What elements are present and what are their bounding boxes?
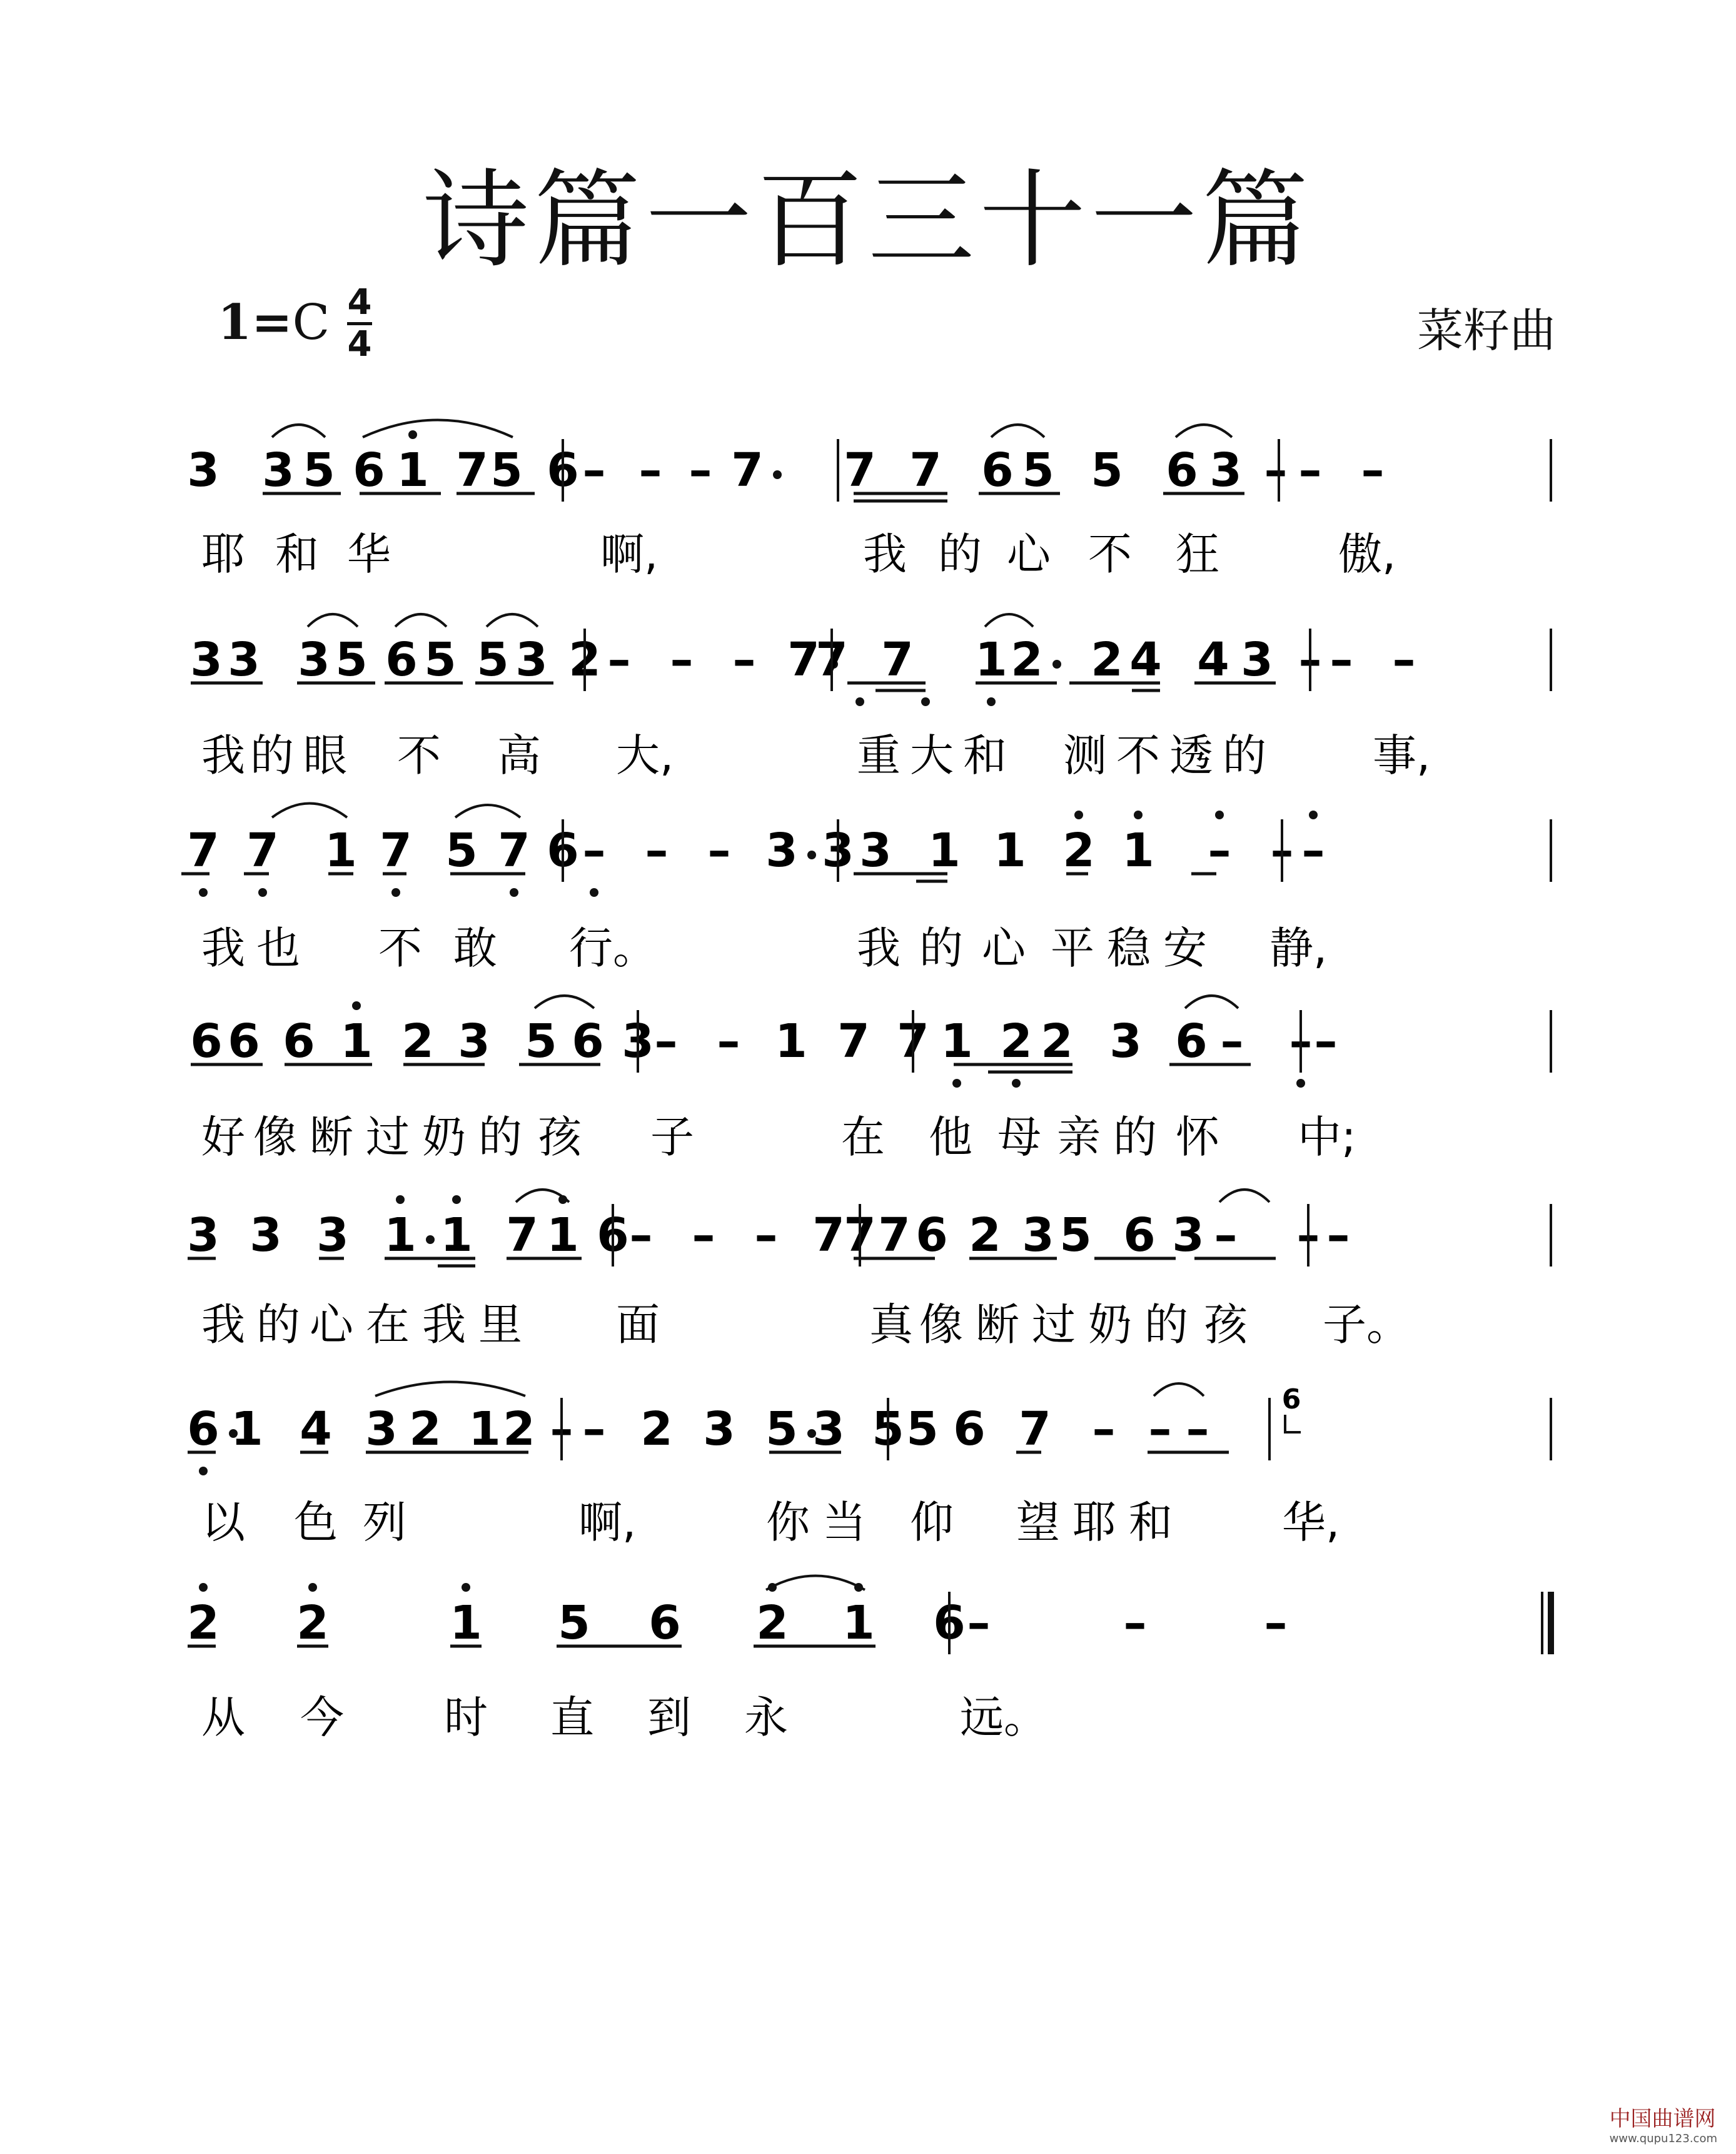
note-5: 5 [1059, 1208, 1092, 1262]
high-octave-dot [352, 1001, 361, 1010]
note-3: 3 [458, 1014, 490, 1068]
lyric-syllable: 我 [201, 730, 245, 781]
site-watermark [1610, 2101, 1717, 2145]
note-2: 2 [1062, 824, 1095, 877]
note-1: 1 [340, 1014, 373, 1068]
slur [455, 805, 520, 817]
slur [1154, 1383, 1204, 1396]
lyric-syllable: 孩 [1204, 1299, 1248, 1350]
lyric-syllable: 中; [1298, 1111, 1356, 1163]
slur [375, 1382, 525, 1397]
note-1: 1 [975, 633, 1007, 687]
low-octave-dot [391, 888, 400, 897]
lyric-syllable: 的 [938, 528, 982, 580]
slur [1219, 1190, 1269, 1202]
slur [308, 614, 358, 627]
key-prefix: 1= [218, 294, 293, 351]
augmentation-dot [426, 1235, 435, 1244]
note-5: 5 [1091, 443, 1123, 497]
lyric-syllable: 和 [275, 528, 319, 580]
sustain-dash: – [1361, 443, 1385, 497]
lyric-syllable: 奶 [422, 1111, 466, 1163]
lyric-syllable: 耶 [201, 528, 245, 580]
note-6: 6 [981, 443, 1014, 497]
watermark-site: 中国曲谱网 [1609, 2106, 1716, 2131]
lyric-syllable: 华 [347, 528, 391, 580]
lyric-syllable: 远。 [960, 1692, 1047, 1743]
note-2: 2 [296, 1596, 329, 1650]
note-3: 3 [822, 824, 854, 877]
sustain-dash: – [645, 824, 669, 877]
watermark-url: www.qupu123.com [1609, 2132, 1717, 2145]
note-3: 3 [250, 1208, 282, 1262]
note-5: 5 [477, 633, 509, 687]
note-3: 3 [298, 633, 330, 687]
sustain-dash: – [1301, 824, 1325, 877]
slur [395, 614, 447, 627]
note-3: 3 [365, 1402, 398, 1456]
lyric-syllable: 啊, [600, 528, 659, 580]
note-7: 7 [897, 1014, 929, 1068]
note-1: 1 [547, 1208, 579, 1262]
note-7: 7 [506, 1208, 538, 1262]
lyric-syllable: 测 [1063, 730, 1107, 781]
note-1: 1 [994, 824, 1026, 877]
lyric-syllable: 透 [1169, 730, 1213, 781]
lyric-syllable: 列 [363, 1497, 406, 1548]
augmentation-dot [773, 470, 782, 479]
note-2: 2 [1000, 1014, 1032, 1068]
lyric-syllable: 里 [478, 1299, 522, 1350]
note-5: 5 [303, 443, 335, 497]
note-7: 7 [456, 443, 488, 497]
note-7: 7 [498, 824, 530, 877]
sustain-dash: – [550, 1402, 573, 1456]
note-5: 5 [906, 1402, 939, 1456]
low-octave-dot [1296, 1079, 1305, 1088]
lyric-syllable: 子。 [1323, 1299, 1410, 1350]
low-octave-dot [199, 1467, 208, 1475]
sustain-dash: – [689, 443, 712, 497]
grace-note: 6 [1281, 1383, 1301, 1415]
sustain-dash: – [1326, 1208, 1350, 1262]
note-1: 1 [1122, 824, 1154, 877]
sustain-dash: – [732, 633, 756, 687]
lyric-syllable: 我 [201, 923, 245, 974]
note-2: 2 [401, 1014, 434, 1068]
lyric-syllable: 在 [841, 1111, 885, 1163]
note-6: 6 [916, 1208, 948, 1262]
lyric-syllable: 断 [976, 1299, 1019, 1350]
note-6: 6 [1175, 1014, 1208, 1068]
note-7: 7 [787, 633, 820, 687]
note-6: 6 [597, 1208, 629, 1262]
note-2: 2 [756, 1596, 789, 1650]
note-3: 3 [515, 633, 548, 687]
lyric-syllable: 眼 [303, 730, 347, 781]
note-5: 5 [1022, 443, 1054, 497]
sustain-dash: – [629, 1208, 653, 1262]
note-2: 2 [409, 1402, 442, 1456]
note-2: 2 [187, 1596, 220, 1650]
lyric-syllable: 的 [256, 1299, 300, 1350]
meter-bottom: 4 [347, 324, 372, 365]
slur [766, 1576, 865, 1590]
note-3: 3 [187, 443, 220, 497]
slur [535, 996, 594, 1008]
slur [991, 425, 1044, 437]
note-7: 7 [878, 1208, 911, 1262]
lyric-syllable: 和 [963, 730, 1007, 781]
sustain-dash: – [654, 1014, 678, 1068]
lyric-syllable: 我 [422, 1299, 466, 1350]
note-5: 5 [335, 633, 368, 687]
note-3: 3 [1109, 1014, 1142, 1068]
lyric-syllable: 你 [766, 1497, 810, 1548]
lyric-syllable: 平 [1051, 923, 1094, 974]
sustain-dash: – [1123, 1596, 1147, 1650]
sustain-dash: – [1314, 1014, 1338, 1068]
note-7: 7 [909, 443, 942, 497]
low-octave-dot [1012, 1079, 1021, 1088]
high-octave-dot [1074, 811, 1083, 819]
sustain-dash: – [582, 443, 606, 497]
lyric-syllable: 敢 [453, 923, 497, 974]
note-3: 3 [1209, 443, 1242, 497]
lyric-syllable: 好 [201, 1111, 245, 1163]
note-7: 7 [812, 1208, 845, 1262]
note-3: 3 [703, 1402, 735, 1456]
low-octave-dot [258, 888, 267, 897]
slur [363, 420, 513, 438]
note-5: 5 [872, 1402, 904, 1456]
note-1: 1 [396, 443, 429, 497]
lyric-syllable: 傲, [1338, 528, 1396, 580]
lyric-syllable: 以 [201, 1497, 245, 1548]
note-6: 6 [283, 1014, 315, 1068]
lyric-syllable: 华, [1282, 1497, 1340, 1548]
lyric-syllable: 过 [366, 1111, 410, 1163]
lyric-syllable: 稳 [1107, 923, 1151, 974]
sustain-dash: – [638, 443, 662, 497]
note-7: 7 [1019, 1402, 1051, 1456]
lyric-syllable: 和 [1129, 1497, 1173, 1548]
note-6: 6 [385, 633, 418, 687]
sustain-dash: – [1092, 1402, 1116, 1456]
lyric-syllable: 心 [1007, 528, 1051, 580]
note-2: 2 [969, 1208, 1001, 1262]
note-1: 1 [941, 1014, 973, 1068]
lyric-syllable: 大 [910, 730, 954, 781]
high-octave-dot [408, 430, 417, 439]
note-7: 7 [881, 633, 914, 687]
note-2: 2 [503, 1402, 535, 1456]
sustain-dash: – [670, 633, 694, 687]
sustain-dash: – [1392, 633, 1416, 687]
note-1: 1 [928, 824, 961, 877]
lyric-syllable: 不 [397, 730, 441, 781]
low-octave-dot [855, 697, 864, 706]
high-octave-dot [1309, 811, 1318, 819]
note-6: 6 [190, 1014, 223, 1068]
lyric-syllable: 断 [310, 1111, 353, 1163]
note-3: 3 [187, 1208, 220, 1262]
high-octave-dot [452, 1195, 461, 1204]
note-7: 7 [187, 824, 220, 877]
note-1: 1 [468, 1402, 501, 1456]
note-7: 7 [837, 1014, 870, 1068]
lyric-syllable: 孩 [538, 1111, 582, 1163]
lyric-syllable: 子 [650, 1111, 694, 1163]
note-6: 6 [572, 1014, 604, 1068]
note-3: 3 [812, 1402, 845, 1456]
lyric-syllable: 不 [1088, 528, 1132, 580]
note-7: 7 [246, 824, 279, 877]
lyric-syllable: 在 [366, 1299, 410, 1350]
note-6: 6 [1166, 443, 1198, 497]
note-4: 4 [300, 1402, 332, 1456]
low-octave-dot [987, 697, 996, 706]
grace-slur [1285, 1415, 1301, 1432]
lyric-syllable: 的 [1223, 730, 1266, 781]
lyric-syllable: 奶 [1088, 1299, 1132, 1350]
augmentation-dot [807, 851, 816, 859]
note-5: 5 [424, 633, 457, 687]
note-6: 6 [228, 1014, 260, 1068]
note-1: 1 [325, 824, 357, 877]
note-6: 6 [353, 443, 385, 497]
note-1: 1 [842, 1596, 875, 1650]
augmentation-dot [1052, 660, 1061, 669]
lyric-syllable: 仰 [910, 1497, 954, 1548]
note-3: 3 [1241, 633, 1273, 687]
sustain-dash: – [607, 633, 631, 687]
note-2: 2 [1091, 633, 1123, 687]
lyric-syllable: 也 [256, 923, 300, 974]
low-octave-dot [510, 888, 518, 897]
lyric-syllable: 时 [444, 1692, 488, 1743]
high-octave-dot [199, 1583, 208, 1592]
lyric-syllable: 不 [1116, 730, 1160, 781]
note-3: 3 [262, 443, 295, 497]
lyric-syllable: 像 [253, 1111, 297, 1163]
note-4: 4 [1197, 633, 1229, 687]
sustain-dash: – [1214, 1208, 1238, 1262]
meter-top: 4 [347, 282, 372, 323]
sustain-dash: – [1298, 633, 1322, 687]
lyric-syllable: 行。 [569, 923, 657, 974]
note-2: 2 [568, 633, 601, 687]
sustain-dash: – [1186, 1402, 1209, 1456]
lyric-syllable: 的 [1144, 1299, 1188, 1350]
note-6: 6 [187, 1402, 220, 1456]
note-1: 1 [450, 1596, 482, 1650]
note-2: 2 [640, 1402, 673, 1456]
slur [272, 425, 325, 437]
sustain-dash: – [1220, 1014, 1244, 1068]
note-3: 3 [622, 1014, 654, 1068]
lyric-syllable: 永 [744, 1692, 788, 1743]
lyric-syllable: 大, [616, 730, 674, 781]
note-2: 2 [1041, 1014, 1073, 1068]
lyric-syllable: 不 [378, 923, 422, 974]
lyric-syllable: 从 [201, 1692, 245, 1743]
composer-credit: 菜籽曲 [1417, 304, 1556, 358]
slur [1176, 425, 1232, 437]
lyric-syllable: 过 [1032, 1299, 1076, 1350]
lyric-syllable: 真 [869, 1299, 913, 1350]
note-5: 5 [558, 1596, 590, 1650]
note-6: 6 [547, 443, 579, 497]
note-6: 6 [953, 1402, 986, 1456]
sustain-dash: – [1270, 824, 1294, 877]
lyric-syllable: 像 [919, 1299, 963, 1350]
note-1: 1 [384, 1208, 416, 1262]
sustain-dash: – [717, 1014, 740, 1068]
high-octave-dot [1134, 811, 1143, 819]
note-3: 3 [859, 824, 892, 877]
note-7: 7 [844, 443, 876, 497]
slur [272, 804, 347, 818]
note-5: 5 [765, 1402, 798, 1456]
lyric-syllable: 心 [310, 1299, 353, 1350]
lyric-syllable: 的 [478, 1111, 522, 1163]
note-7: 7 [844, 1208, 876, 1262]
lyric-syllable: 安 [1163, 923, 1207, 974]
song-title: 诗篇一百三十一篇 [422, 159, 1313, 283]
high-octave-dot [1215, 811, 1224, 819]
note-3: 3 [765, 824, 798, 877]
note-7: 7 [731, 443, 764, 497]
note-5: 5 [490, 443, 523, 497]
sustain-dash: – [1264, 1596, 1288, 1650]
note-7: 7 [380, 824, 412, 877]
note-7: 7 [815, 633, 848, 687]
lyric-syllable: 高 [497, 730, 541, 781]
lyric-syllable: 今 [300, 1692, 344, 1743]
low-octave-dot [952, 1079, 961, 1088]
lyric-syllable: 他 [929, 1111, 972, 1163]
low-octave-dot [590, 888, 598, 897]
lyric-syllable: 的 [250, 730, 294, 781]
note-6: 6 [547, 824, 579, 877]
sustain-dash: – [1298, 443, 1322, 497]
note-3: 3 [1172, 1208, 1204, 1262]
note-1: 1 [231, 1402, 263, 1456]
lyric-syllable: 狂 [1176, 528, 1219, 580]
lyric-syllable: 我 [857, 923, 901, 974]
high-octave-dot [396, 1195, 405, 1204]
lyric-syllable: 直 [550, 1692, 594, 1743]
sustain-dash: – [1264, 443, 1288, 497]
sustain-dash: – [754, 1208, 778, 1262]
lyric-syllable: 心 [982, 923, 1026, 974]
sustain-dash: – [967, 1596, 991, 1650]
sustain-dash: – [1330, 633, 1353, 687]
lyric-syllable: 到 [647, 1692, 691, 1743]
note-5: 5 [525, 1014, 557, 1068]
high-octave-dot [308, 1583, 317, 1592]
note-3: 3 [316, 1208, 349, 1262]
lyric-syllable: 事, [1373, 730, 1431, 781]
lyric-syllable: 望 [1016, 1497, 1060, 1548]
low-octave-dot [199, 888, 208, 897]
note-6: 6 [1123, 1208, 1156, 1262]
lyric-syllable: 母 [997, 1111, 1041, 1163]
lyric-syllable: 静, [1269, 923, 1328, 974]
sustain-dash: – [707, 824, 731, 877]
sustain-dash: – [1296, 1208, 1320, 1262]
lyric-syllable: 怀 [1176, 1111, 1219, 1163]
lyric-syllable: 色 [294, 1497, 338, 1548]
sustain-dash: – [1208, 824, 1231, 877]
lyric-syllable: 的 [919, 923, 963, 974]
sustain-dash: – [582, 824, 606, 877]
key-tonic: C [292, 295, 330, 351]
lyric-syllable: 啊, [578, 1497, 637, 1548]
lyric-syllable: 耶 [1072, 1497, 1116, 1548]
sustain-dash: – [582, 1402, 606, 1456]
sustain-dash: – [1289, 1014, 1313, 1068]
slur [985, 614, 1033, 627]
lyric-syllable: 我 [201, 1299, 245, 1350]
note-3: 3 [228, 633, 260, 687]
note-3: 3 [190, 633, 223, 687]
sustain-dash: – [1148, 1402, 1172, 1456]
note-1: 1 [440, 1208, 473, 1262]
lyric-syllable: 重 [857, 730, 901, 781]
lyric-syllable: 我 [863, 528, 907, 580]
lyric-syllable: 亲 [1057, 1111, 1101, 1163]
note-3: 3 [1022, 1208, 1054, 1262]
slur [1185, 996, 1238, 1008]
note-1: 1 [775, 1014, 807, 1068]
lyric-syllable: 当 [822, 1497, 866, 1548]
sustain-dash: – [692, 1208, 715, 1262]
note-6: 6 [933, 1596, 966, 1650]
lyric-syllable: 的 [1113, 1111, 1157, 1163]
note-2: 2 [1011, 633, 1043, 687]
note-6: 6 [648, 1596, 681, 1650]
note-4: 4 [1129, 633, 1162, 687]
lyric-syllable: 面 [616, 1299, 660, 1350]
slur [487, 614, 538, 627]
low-octave-dot [921, 697, 930, 706]
note-5: 5 [445, 824, 478, 877]
high-octave-dot [462, 1583, 470, 1592]
